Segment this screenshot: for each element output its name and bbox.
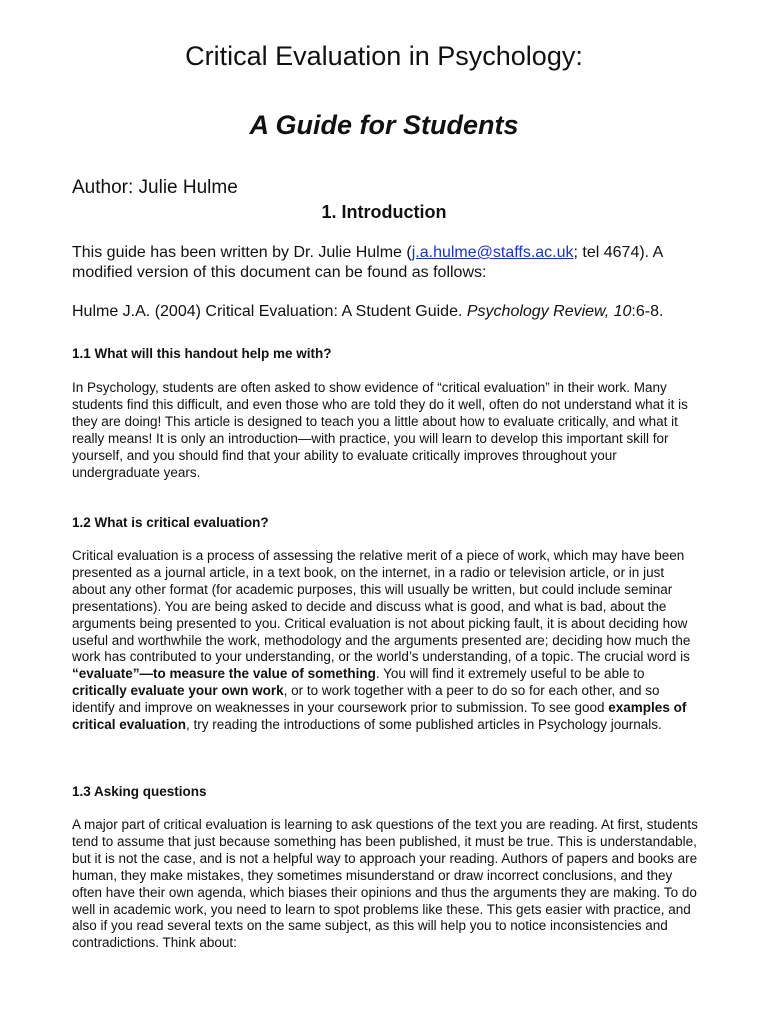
section-heading-introduction: 1. Introduction [321,202,447,222]
p12-bold-own-work: critically evaluate your own work [72,683,284,699]
email-link[interactable]: j.a.hulme@staffs.ac.uk [411,244,574,261]
p12-text-3: , or to work together with a peer to do so for each other, and so identify and improve on weaknesses in your coursework prior to submission. To see good [72,683,660,716]
citation-pages: :6-8. [631,303,664,320]
heading-1-1: 1.1 What will this handout help me with? [72,346,332,361]
heading-1-3: 1.3 Asking questions [72,784,207,799]
p12-text-4: , try reading the introductions of some published articles in Psychology journals. [186,717,662,733]
p12-text-1: Critical evaluation is a process of assessing the relative merit of a piece of work, which may have been presented as a journal article, in a text book, on the internet, in a radio or television article, or in just about any other format (for academic purposes, this will usually be written, but could include seminar presentations). You are being asked to decide and discuss what is good, and what is bad, about the arguments being presented to you. Critical evaluation is not about picking fault, it is about deciding how useful and worthwhile the work, methodology and the arguments presented are; deciding how much the work has contributed to your understanding, or the world’s understanding, of a topic. The crucial word is [72,548,691,665]
paragraph-1-3: A major part of critical evaluation is learning to ask questions of the text you are reading. At first, students tend to assume that just because something has been published, it must be true. This is understandable, but it is not the case, and is not a helpful way to approach your reading. Authors of papers and books are human, they make mistakes, they sometimes misunderstand or draw incorrect conclusions, and they often have their own agenda, which biases their opinions and thus the arguments they are making. To do well in academic work, you need to learn to spot problems like these. This gets easier with practice, and also if you read several texts on the same subject, as this will help you to notice inconsistencies and contradictions. Think about: [72,817,698,951]
citation-text: Hulme J.A. (2004) Critical Evaluation: A Student Guide. [72,303,467,320]
p12-bold-evaluate: “evaluate”—to measure the value of something [72,666,376,682]
citation-journal: Psychology Review, 10 [466,303,632,320]
p12-bold-examples: examples of critical evaluation [72,700,687,733]
p12-text-2: . You will find it extremely useful to be able to [375,666,645,682]
paragraph-1-2 [72,548,698,734]
intro-text-start: This guide has been written by Dr. Julie Hulme ( [72,244,412,261]
document-subtitle: A Guide for Students [249,110,519,140]
paragraph-1-1: In Psychology, students are often asked to show evidence of “critical evaluation” in their work. Many students find this difficult, and even those who are told they do it well, often do not understand what it is they are doing! This article is designed to teach you a little about how to evaluate critically, and what it really means! It is only an introduction—with practice, you will learn to develop this important skill for yourself, and you should find that your ability to evaluate critically improves throughout your undergraduate years. [72,380,688,480]
intro-paragraph [72,243,702,283]
intro-text-end: ; tel 4674). A modified version of this document can be found as follows: [72,244,663,281]
author-line: Author: Julie Hulme [72,177,238,198]
document-title: Critical Evaluation in Psychology: [185,41,583,71]
heading-1-2: 1.2 What is critical evaluation? [72,515,269,530]
citation-paragraph [72,302,702,322]
